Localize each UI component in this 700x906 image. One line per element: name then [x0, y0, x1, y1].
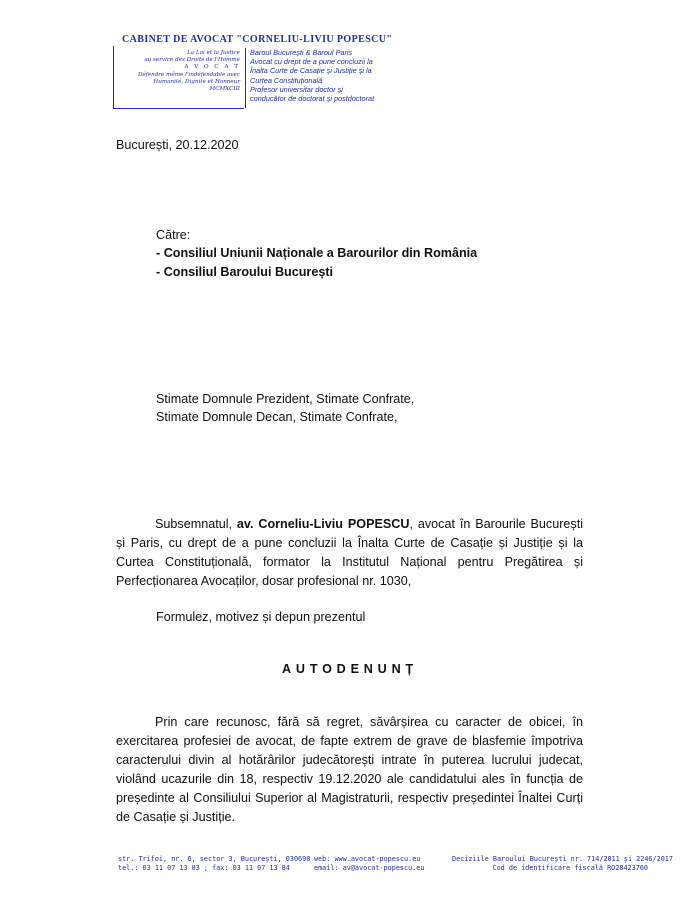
salutation-line: Stimate Domnule Decan, Stimate Confrate,	[156, 410, 398, 424]
credential-line: Avocat cu drept de a pune concluzii la	[250, 57, 373, 67]
seal-line: au service des Droits de l'Homme	[144, 57, 240, 64]
recipients-label: Către:	[156, 228, 191, 242]
credential-line: Curtea Constituțională	[250, 75, 323, 85]
footer-address: str. Trifoi, nr. 6, sector 3, București, 030698	[118, 855, 311, 863]
credential-line: Înalta Curte de Casație și Justiție și la	[250, 66, 372, 76]
letterhead-divider	[245, 48, 246, 108]
footer-decisions: Deciziile Baroului București nr. 714/2011 și 2246/2017	[452, 855, 673, 863]
seal-line: Humanité, Dignité et Honneur	[153, 78, 240, 85]
footer-web[interactable]: web: www.avocat-popescu.eu	[314, 855, 421, 863]
footer-fiscal-code: Cod de identificare fiscală RO28423760	[492, 863, 648, 872]
seal-line: MCMXCIII	[209, 86, 240, 93]
intro-pre: Subsemnatul,	[155, 517, 237, 531]
footer-phone: tel.: 03 11 07 13 83 ; fax: 03 11 07 13 84	[118, 863, 290, 872]
credential-line: Baroul București & Baroul Paris	[250, 48, 353, 57]
firm-title: CABINET DE AVOCAT "CORNELIU-LIVIU POPESCU"	[122, 34, 393, 45]
seal-line: La Loi et la Justice	[187, 50, 240, 56]
recipient-item: - Consiliul Baroului București	[156, 265, 334, 279]
seal-line: A V O C A T	[184, 64, 240, 71]
date-line: București, 20.12.2020	[116, 138, 239, 152]
seal-line: Défendre même l'indéfendable avec	[137, 71, 240, 78]
credential-line: conducător de doctorat și postdoctorat	[250, 94, 375, 104]
footer-registration	[452, 855, 673, 872]
credential-line: Profesor universitar doctor și	[250, 84, 343, 94]
intro-post: , avocat în Barourile București și Paris, cu drept de a pune concluzii la Înalta Curte de Casație și Justiție și la Curtea Constituțională, formator la Institutul Național pentru Pregătirea și Perfecționarea Avocaților, dosar profesional nr. 1030,	[116, 517, 583, 588]
main-paragraph	[116, 713, 583, 827]
document-title: AUTODENUNȚ	[282, 662, 418, 676]
footer-online	[314, 855, 425, 872]
firm-seal	[116, 50, 240, 93]
lawyer-credentials	[250, 48, 470, 103]
main-paragraph-text: Prin care recunosc, fără să regret, săvârșirea cu caracter de obicei, în exercitarea profesiei de avocat, de fapte extrem de grave de blasfemie împotriva caracterului divin al hotărârilor judecătorești intrate în puterea lucrului judecat, violând ucazurile din 18, respectiv 19.12.2020 ale candidatului ales în funcția de președinte al Consiliului Superior al Magistraturii, respectiv președintei Înaltei Curți de Casație și Justiție.	[116, 715, 583, 824]
filing-statement: Formulez, motivez și depun prezentul	[156, 610, 366, 624]
author-name: av. Corneliu-Liviu POPESCU	[236, 517, 410, 531]
recipient-item: - Consiliul Uniunii Naționale a Barourilor din România	[156, 246, 478, 260]
footer-contact	[118, 855, 310, 872]
footer-email[interactable]: email: av@avocat-popescu.eu	[314, 863, 425, 872]
salutation-line: Stimate Domnule Prezident, Stimate Confrate,	[156, 392, 415, 406]
intro-paragraph	[116, 515, 583, 591]
